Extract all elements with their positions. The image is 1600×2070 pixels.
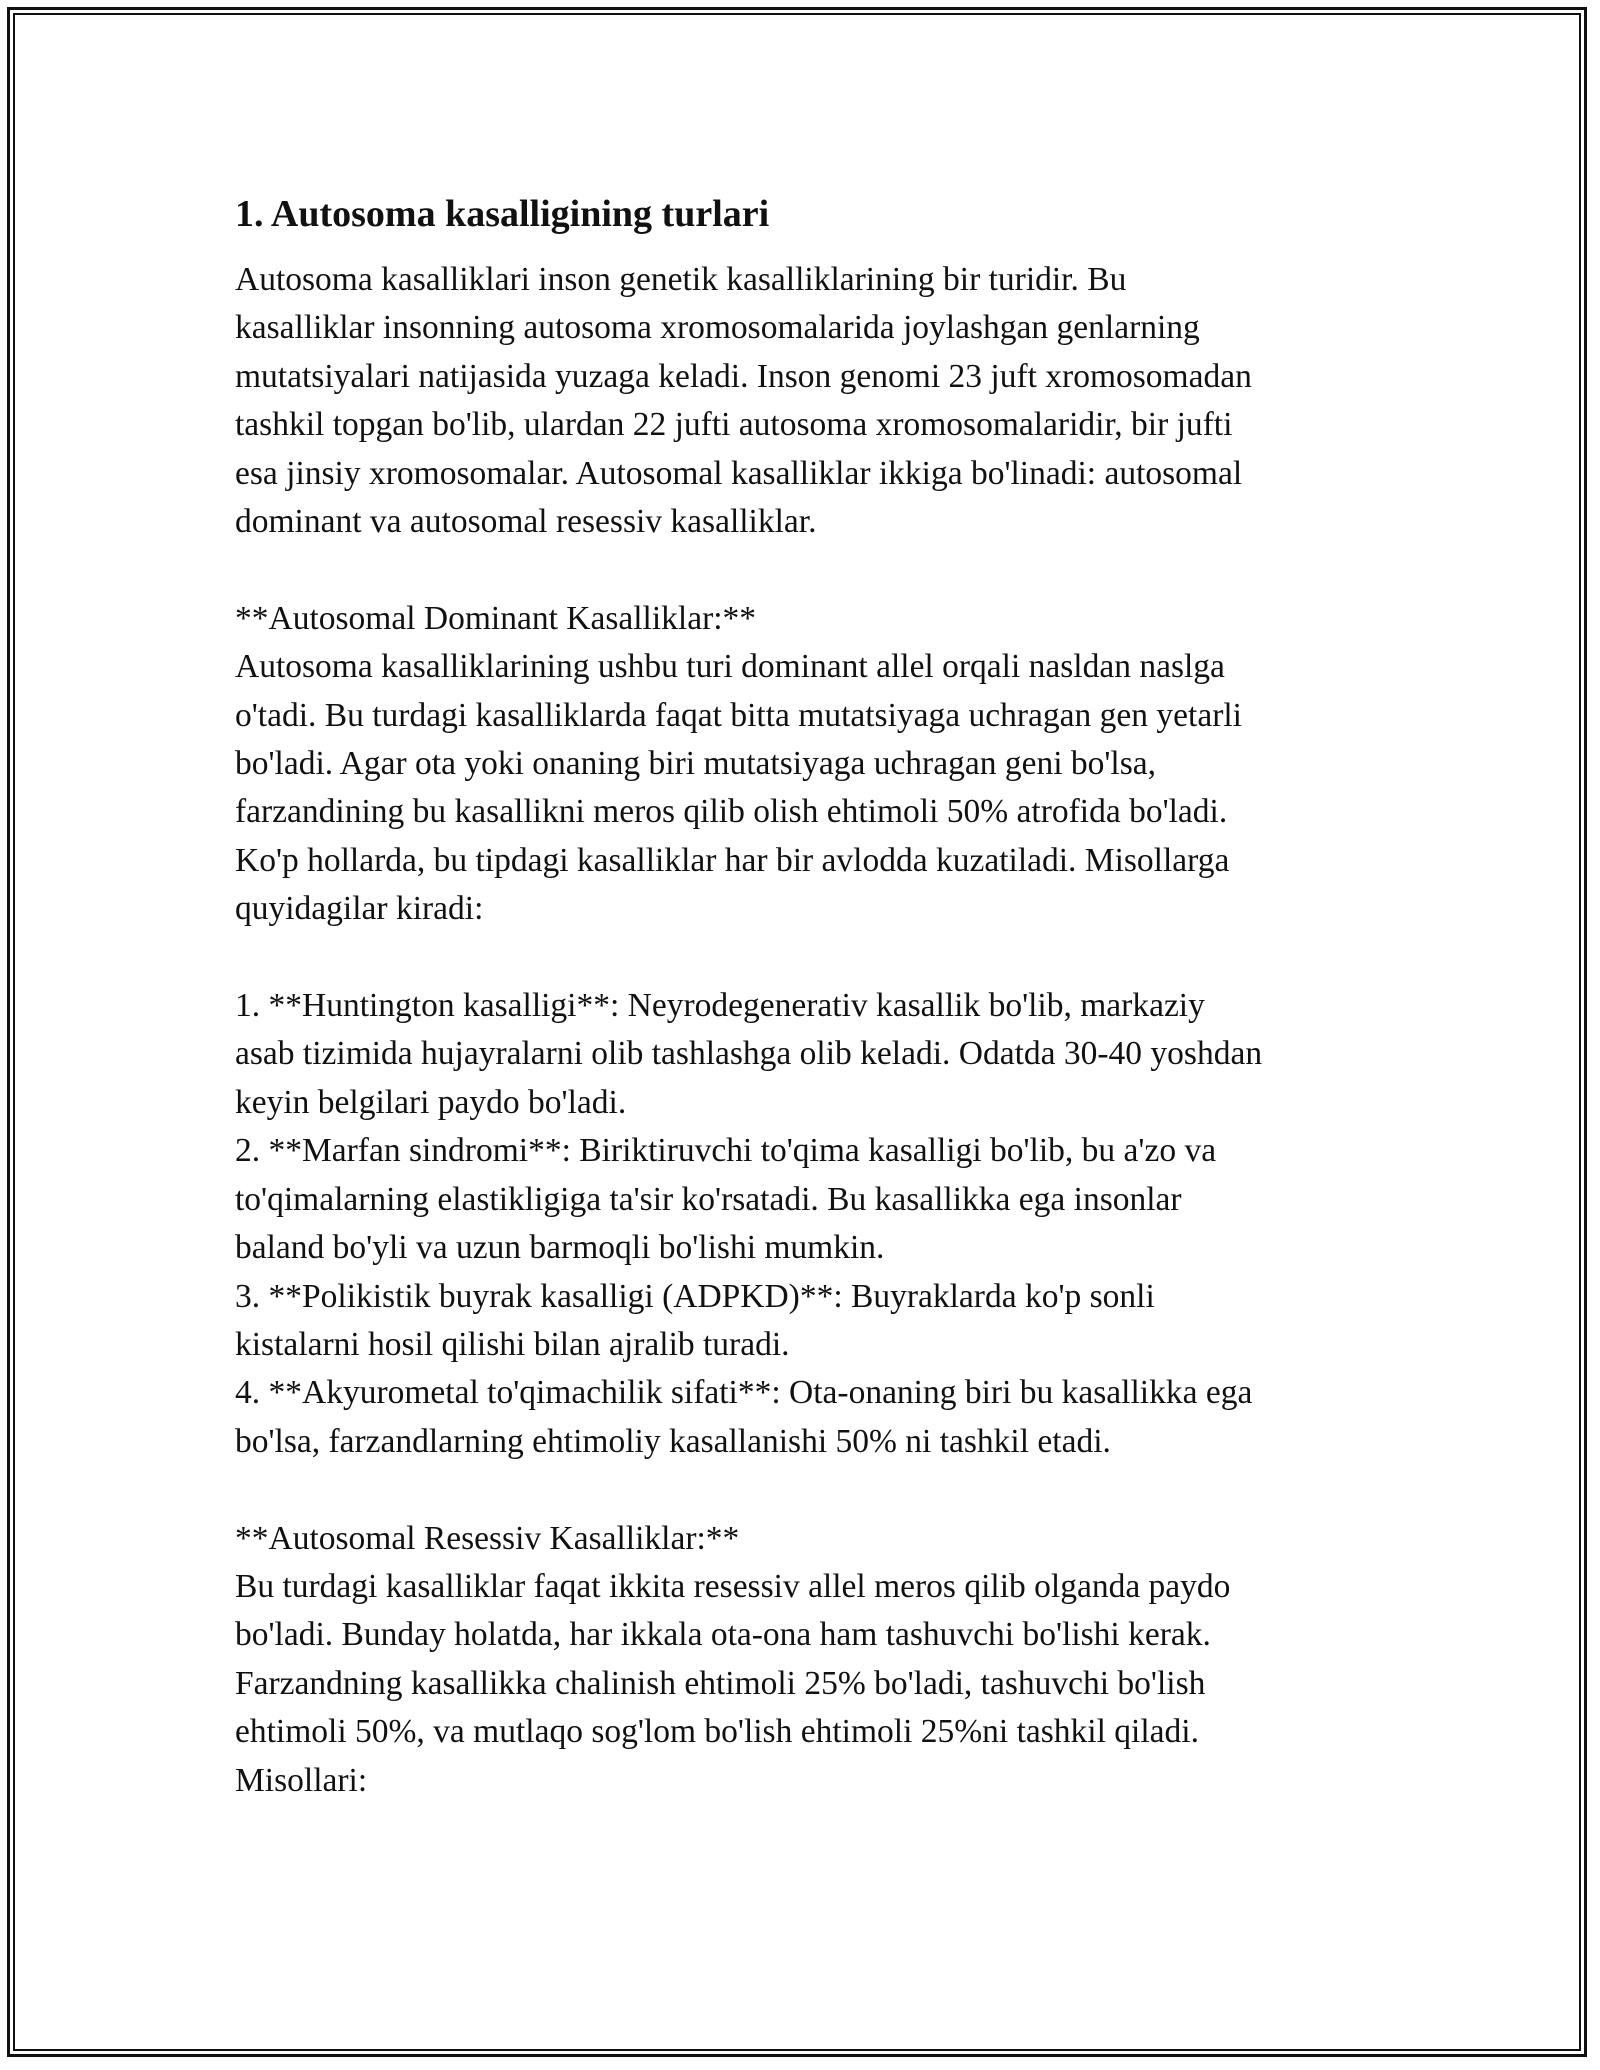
text-line: kasalliklar insonning autosoma xromosomalarida joylashgan genlarning: [235, 309, 1200, 347]
text-line: tashkil topgan bo'lib, ulardan 22 jufti autosoma xromosomalaridir, bir jufti: [235, 406, 1233, 444]
list-item-line: bo'lsa, farzandlarning ehtimoliy kasallanishi 50% ni tashkil etadi.: [235, 1422, 1111, 1460]
text-line: quyidagilar kiradi:: [235, 890, 484, 928]
list-item-line: asab tizimida hujayralarni olib tashlashga olib keladi. Odatda 30-40 yoshdan: [235, 1035, 1263, 1073]
text-line: bo'ladi. Bunday holatda, har ikkala ota-ona ham tashuvchi bo'lishi kerak.: [235, 1616, 1211, 1654]
text-line: farzandining bu kasallikni meros qilib olish ehtimoli 50% atrofida bo'ladi.: [235, 793, 1228, 831]
list-item-line: 1. **Huntington kasalligi**: Neyrodegenerativ kasallik bo'lib, markaziy: [235, 987, 1205, 1025]
list-item-line: kistalarni hosil qilishi bilan ajralib turadi.: [235, 1325, 790, 1363]
text-line: Farzandning kasallikka chalinish ehtimoli 25% bo'ladi, tashuvchi bo'lish: [235, 1664, 1206, 1702]
list-item-line: 4. **Akyurometal to'qimachilik sifati**: Ota-onaning biri bu kasallikka ega: [235, 1374, 1253, 1412]
paragraph-gap: [235, 934, 1375, 982]
text-line: Misollari:: [235, 1761, 368, 1799]
section-title: 1. Autosoma kasalligining turlari: [235, 193, 770, 235]
list-item-line: baland bo'yli va uzun barmoqli bo'lishi mumkin.: [235, 1229, 885, 1267]
text-line: o'tadi. Bu turdagi kasalliklarda faqat bitta mutatsiyaga uchragan gen yetarli: [235, 696, 1242, 734]
intro-paragraph: [235, 256, 1375, 1805]
text-line: ehtimoli 50%, va mutlaqo sog'lom bo'lish ehtimoli 25%ni tashkil qiladi.: [235, 1713, 1199, 1751]
text-line: Bu turdagi kasalliklar faqat ikkita resessiv allel meros qilib olganda paydo: [235, 1567, 1231, 1605]
text-line: Autosoma kasalliklarining ushbu turi dominant allel orqali nasldan naslga: [235, 648, 1225, 686]
text-line: mutatsiyalari natijasida yuzaga keladi. Inson genomi 23 juft xromosomadan: [235, 357, 1252, 395]
list-item-line: to'qimalarning elastikligiga ta'sir ko'rsatadi. Bu kasallikka ega insonlar: [235, 1180, 1182, 1218]
paragraph-gap: [235, 546, 1375, 594]
paragraph-gap: [235, 1466, 1375, 1514]
recessive-heading: **Autosomal Resessiv Kasalliklar:**: [235, 1519, 740, 1557]
document-page: [235, 186, 1375, 1805]
text-line: Autosoma kasalliklari inson genetik kasalliklarining bir turidir. Bu: [235, 261, 1127, 298]
text-line: esa jinsiy xromosomalar. Autosomal kasalliklar ikkiga bo'linadi: autosomal: [235, 454, 1243, 492]
dominant-heading: **Autosomal Dominant Kasalliklar:**: [235, 599, 757, 637]
list-item-line: 3. **Polikistik buyrak kasalligi (ADPKD)**: Buyraklarda ko'p sonli: [235, 1277, 1155, 1315]
text-line: Ko'p hollarda, bu tipdagi kasalliklar har bir avlodda kuzatiladi. Misollarga: [235, 841, 1230, 879]
text-line: dominant va autosomal resessiv kasalliklar.: [235, 503, 817, 541]
text-line: bo'ladi. Agar ota yoki onaning biri mutatsiyaga uchragan geni bo'lsa,: [235, 745, 1157, 783]
list-item-line: keyin belgilari paydo bo'ladi.: [235, 1083, 627, 1121]
list-item-line: 2. **Marfan sindromi**: Biriktiruvchi to'qima kasalligi bo'lib, bu a'zo va: [235, 1132, 1217, 1170]
